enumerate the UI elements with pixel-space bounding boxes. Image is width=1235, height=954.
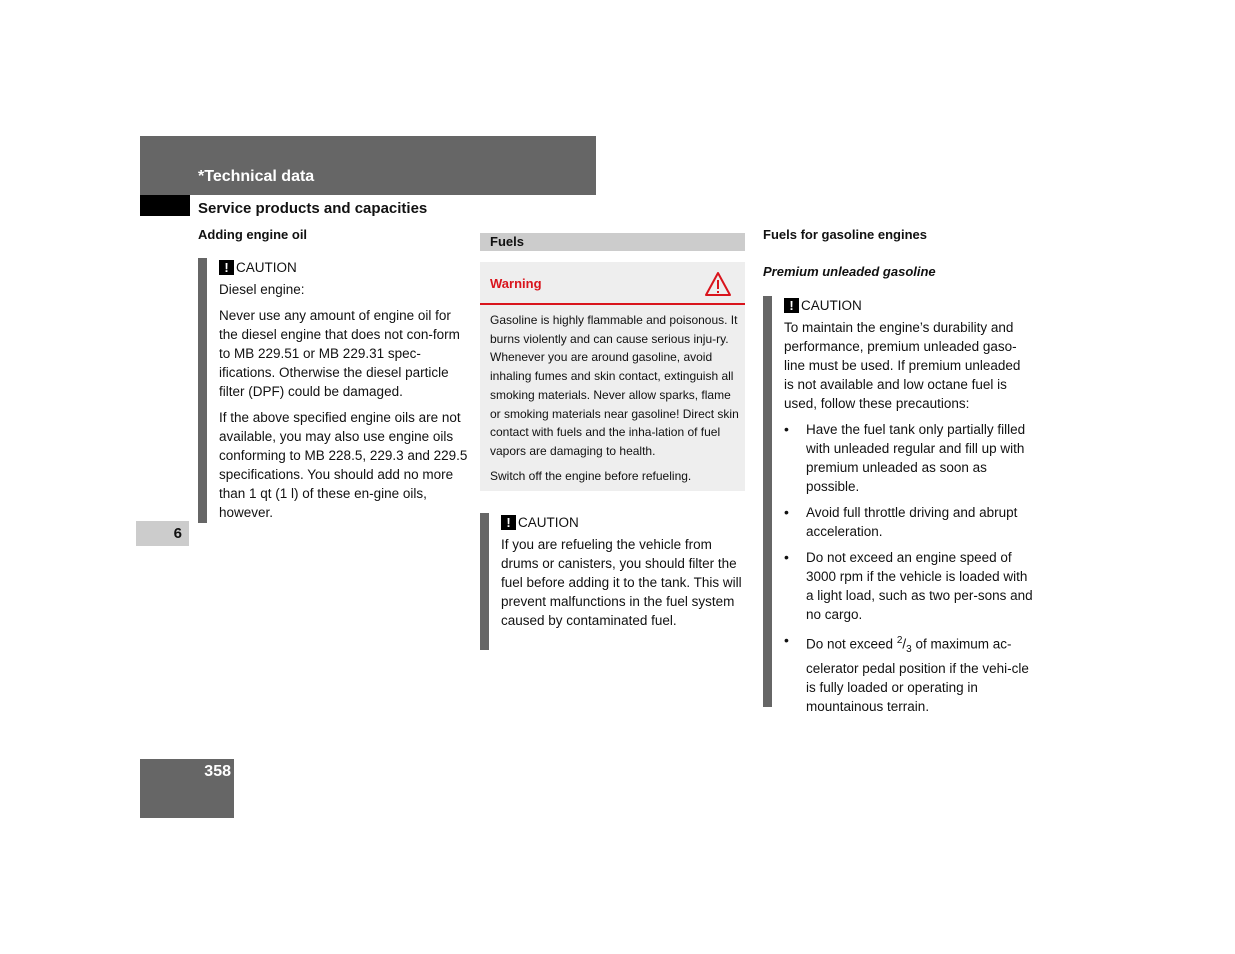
header-bar [140,136,596,195]
caution-paragraph: Diesel engine: [219,282,305,297]
subheading-engine-oil: Adding engine oil [198,227,308,242]
caution-paragraph: If you are refueling the vehicle from drums or canisters, you should filter the fuel before adding it to the tank. This will prevent malfunctions in the fuel system caused by contaminated fuel. [501,537,742,628]
bullet-text: of maximum ac-celerator pedal position if the vehi-cle is fully loaded or operating in mountainous terrain. [806,636,1029,715]
caution-premium-unleaded [763,296,1033,715]
caution-exclamation-icon: ! [784,298,799,313]
fraction-denominator: 3 [906,644,912,656]
warning-label: Warning [490,276,542,291]
list-item: • Do not exceed an engine speed of 3000 rpm if the vehicle is loaded with a light load, such as two per-sons and no cargo. [784,548,1033,624]
caution-refueling [480,513,745,650]
warning-box [480,262,745,491]
caution-engine-oil [198,258,473,523]
caution-label: CAUTION [518,515,579,530]
chapter-title: *Technical data [198,168,315,185]
warning-header [480,262,745,305]
warning-paragraph: Gasoline is highly flammable and poisonous. It burns violently and can cause serious inju-ry. Whenever you are around gasoline, avoid inhaling fumes and skin contact, extinguish all smoking materials. Never allow sparks, flame or smoking materials near gasoline! Direct skin contact with fuels and the inha-lation of fuel vapors are damaging to health. [490,313,739,458]
section-marker [140,195,190,216]
chapter-number: 6 [173,525,182,542]
subheading-gasoline-fuels: Fuels for gasoline engines [763,227,927,242]
subheading-premium-unleaded: Premium unleaded gasoline [763,264,936,279]
warning-body [490,311,740,491]
fuels-heading [480,233,745,251]
warning-paragraph: Switch off the engine before refueling. [490,468,692,483]
bullet-text: Do not exceed [806,636,897,652]
list-item: • Avoid full throttle driving and abrupt acceleration. [784,503,1033,541]
warning-triangle-icon [704,271,732,297]
fuels-heading-text: Fuels [490,234,524,249]
caution-exclamation-icon: ! [501,515,516,530]
fraction-numerator: 2 [896,635,903,646]
caution-paragraph: To maintain the engine’s durability and performance, premium unleaded gaso-line must be used. If premium unleaded is not available and low octane fuel is used, follow these precautions: [784,320,1021,411]
caution-exclamation-icon: ! [219,260,234,275]
list-item: • Have the fuel tank only partially filled with unleaded regular and fill up with premium unleaded as soon as possible. [784,420,1033,496]
caution-paragraph: If the above specified engine oils are not available, you may also use engine oils conforming to MB 228.5, 229.3 and 229.5 specifications. You should add no more than 1 qt (1 l) of these en-gine oils, however. [219,410,468,520]
caution-label: CAUTION [801,298,862,313]
precaution-list [784,420,1033,716]
page-number: 358 [204,763,231,780]
caution-paragraph: Never use any amount of engine oil for the diesel engine that does not con-form to MB 229.51 or MB 229.31 spec-ifications. Otherwise the diesel particle filter (DPF) could be damaged. [219,308,460,399]
section-title: Service products and capacities [198,200,428,217]
caution-label: CAUTION [236,260,297,275]
list-item: • Do not exceed $^2/_3$ of maximum ac-celerator pedal position if the vehi-cle is fully loaded or operating in mountainous terrain. [784,631,1033,716]
